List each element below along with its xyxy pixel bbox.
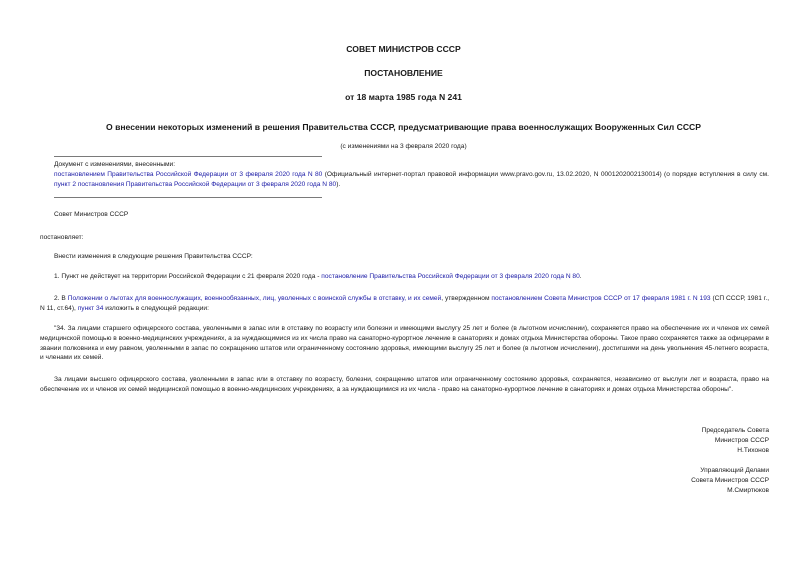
- revision-note: (с изменениями на 3 февраля 2020 года): [340, 143, 467, 150]
- changes-text-end: ).: [336, 180, 341, 188]
- p2-link-regulation[interactable]: Положении о льготах для военнослужащих, военнообязанных, лиц, уволенных с воинской службы в отставку, и их семей: [67, 295, 442, 302]
- signature-block-affairs-manager: [691, 466, 769, 495]
- doc-type-heading: ПОСТАНОВЛЕНИЕ: [364, 68, 443, 78]
- p1-link[interactable]: постановление Правительства Российской Федерации от 3 февраля 2020 года N 80: [321, 273, 580, 280]
- changes-link-entry-into-force[interactable]: пункт 2 постановления Правительства Российской Федерации от 3 февраля 2020 года N 80: [54, 180, 337, 188]
- changes-box: [54, 160, 769, 189]
- paragraph-1: [54, 272, 769, 282]
- signature-1-line-1: Председатель Совета: [701, 427, 769, 434]
- signature-1-line-3: Н.Тихонов: [737, 446, 769, 454]
- changes-intro: Документ с изменениями, внесенными:: [54, 161, 176, 168]
- quote-paragraph-1: "34. За лицами старшего офицерского состава, уволенными в запас или в отставку по возрасту или болезни и имеющими выслугу 25 лет и более (в льготном исчислении), сохраняется право на обеспечение их и членов их семей медицинской помощью в военно-медицинских учреждениях, а за нуждающимися из их числа право на санаторно-курортное лечение в санаториях и домах отдыха Министерства обороны. Такое право сохраняется также за офицерами в звании полковника и ему равном, уволенными в запас по сокращению штатов или ограниченному состоянию здоровья, имеющими выслугу 25 лет и более (в льготном исчислении), достигшими на день увольнения 45-летнего возраста, и членами их семей.: [40, 325, 769, 362]
- p2-mid1: , утвержденном: [441, 295, 492, 302]
- signature-1-line-2: Министров СССР: [714, 436, 769, 444]
- p1-text: 1. Пункт не действует на территории Российской Федерации с 21 февраля 2020 года -: [54, 273, 322, 280]
- signature-2-line-2: Совета Министров СССР: [691, 476, 769, 484]
- p1-end: .: [579, 273, 582, 280]
- date-number-heading: от 18 марта 1985 года N 241: [345, 92, 462, 102]
- signature-2-line-3: М.Смиртюков: [727, 486, 769, 494]
- changes-link-decree[interactable]: постановлением Правительства Российской Федерации от 3 февраля 2020 года N 80: [54, 170, 323, 178]
- quote-paragraph-2: За лицами высшего офицерского состава, уволенными в запас или в отставку по возрасту, болезни, сокращению штатов или ограниченному состоянию здоровья, сохраняется, независимо от выслуги лет и возраста, право на обеспечение их и членов их семей медицинской помощью в военно-медицинских учреждениях, а за нуждающимися из их числа - право на санаторно-курортное лечение в санаториях и домах отдыха Министерства обороны".: [40, 376, 769, 393]
- changes-top-rule: [54, 156, 322, 157]
- intro-line: Внести изменения в следующие решения Правительства СССР:: [54, 253, 253, 260]
- p2-link-item-34[interactable]: пункт 34: [77, 304, 104, 312]
- decrees-line: постановляет:: [40, 234, 84, 241]
- changes-text-source: (Официальный интернет-портал правовой информации www.pravo.gov.ru, 13.02.2020, N 0001202002130014) (о порядке вступления в силу см.: [322, 170, 769, 178]
- p2-mid2: (СП СССР, 1981 г., N 11, ст.64),: [40, 295, 770, 312]
- changes-bottom-rule: [54, 197, 322, 198]
- document-title: О внесении некоторых изменений в решения Правительства СССР, предусматривающие права военнослужащих Вооруженных Сил СССР: [106, 122, 701, 132]
- council-line: Совет Министров СССР: [54, 211, 129, 218]
- p2-link-decree-1981[interactable]: постановлением Совета Министров СССР от 17 февраля 1981 г. N 193: [491, 295, 711, 302]
- signature-block-chairman: [702, 426, 769, 455]
- paragraph-2: [40, 294, 769, 314]
- changes-body: [54, 170, 769, 190]
- p2-end: изложить в следующей редакции:: [103, 304, 209, 312]
- p2-start: 2. В: [54, 295, 68, 302]
- org-heading: СОВЕТ МИНИСТРОВ СССР: [346, 44, 461, 54]
- signature-2-line-1: Управляющий Делами: [700, 467, 769, 474]
